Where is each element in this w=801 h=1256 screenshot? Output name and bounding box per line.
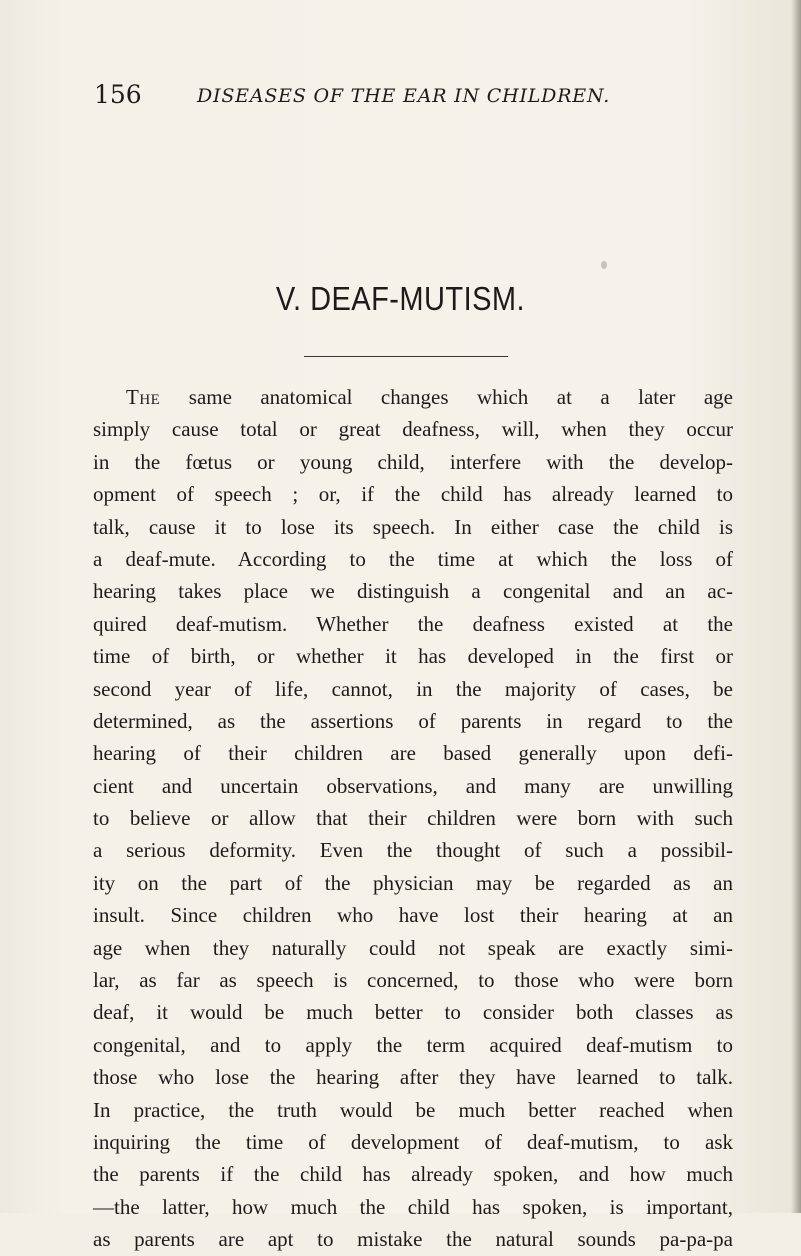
text-line: simply cause total or great deafness, will, when they occur bbox=[93, 417, 733, 442]
first-line-text: same anatomical changes which at a later age bbox=[160, 385, 733, 409]
paper-speck bbox=[601, 261, 607, 269]
text-line bbox=[93, 381, 733, 413]
text-line: the parents if the child has already spoken, and how much bbox=[93, 1162, 733, 1187]
text-line: in the fœtus or young child, interfere with the develop- bbox=[93, 449, 733, 474]
page-edge-shadow bbox=[791, 0, 801, 1213]
text-line: ity on the part of the physician may be regarded as an bbox=[93, 870, 733, 895]
text-line: In practice, the truth would be much better reached when bbox=[93, 1097, 733, 1122]
text-line: time of birth, or whether it has developed in the first or bbox=[93, 644, 733, 669]
running-head bbox=[94, 80, 714, 112]
text-line: determined, as the assertions of parents in regard to the bbox=[93, 708, 733, 733]
text-line: a serious deformity. Even the thought of such a possibil- bbox=[93, 838, 733, 863]
text-line: age when they naturally could not speak are exactly simi- bbox=[93, 935, 733, 960]
text-line: cient and uncertain observations, and many are unwilling bbox=[93, 773, 733, 798]
body-paragraph bbox=[93, 381, 733, 1256]
page-number: 156 bbox=[94, 80, 142, 109]
text-line: hearing takes place we distinguish a congenital and an ac- bbox=[93, 579, 733, 604]
text-line: those who lose the hearing after they have learned to talk. bbox=[93, 1065, 733, 1090]
text-line: congenital, and to apply the term acquired deaf-mutism to bbox=[93, 1032, 733, 1057]
chapter-title: V. DEAF-MUTISM. bbox=[275, 280, 526, 317]
text-line: talk, cause it to lose its speech. In either case the child is bbox=[93, 514, 733, 539]
text-line: deaf, it would be much better to consider both classes as bbox=[93, 1000, 733, 1025]
text-line: —the latter, how much the child has spoken, is important, bbox=[93, 1194, 733, 1219]
text-line: hearing of their children are based generally upon defi- bbox=[93, 741, 733, 766]
text-line: lar, as far as speech is concerned, to those who were born bbox=[93, 968, 733, 993]
first-word: The bbox=[126, 385, 161, 409]
running-title: DISEASES OF THE EAR IN CHILDREN. bbox=[197, 85, 611, 107]
text-line: a deaf-mute. According to the time at which the loss of bbox=[93, 546, 733, 571]
text-line: second year of life, cannot, in the majority of cases, be bbox=[93, 676, 733, 701]
text-line: insult. Since children who have lost their hearing at an bbox=[93, 903, 733, 928]
text-line: inquiring the time of development of deaf-mutism, to ask bbox=[93, 1129, 733, 1154]
text-line: quired deaf-mutism. Whether the deafness existed at the bbox=[93, 611, 733, 636]
title-rule bbox=[304, 356, 508, 357]
text-line: to believe or allow that their children were born with such bbox=[93, 806, 733, 831]
text-line: opment of speech ; or, if the child has already learned to bbox=[93, 482, 733, 507]
text-line: as parents are apt to mistake the natural sounds pa-pa-pa bbox=[93, 1227, 733, 1252]
